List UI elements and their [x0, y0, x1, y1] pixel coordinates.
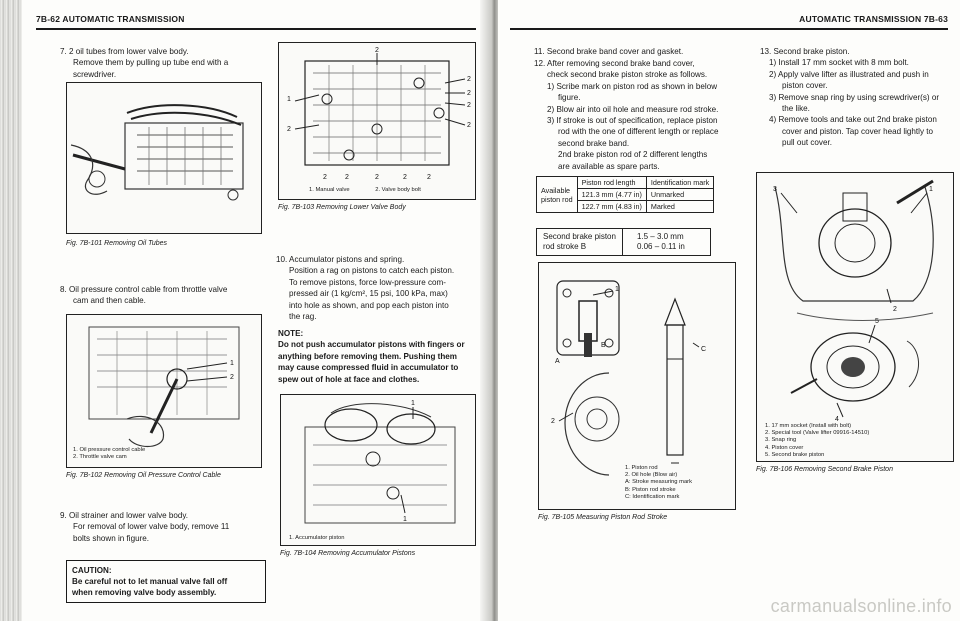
table-header: Identification mark — [646, 177, 713, 189]
figure-7b-103 — [278, 42, 476, 200]
table-cell: 122.7 mm (4.83 in) — [577, 201, 646, 213]
step-10 — [276, 254, 482, 322]
stroke-label-cell — [537, 229, 623, 256]
step-13-line: piston cover. — [782, 81, 828, 91]
legend-item: 2. Valve body bolt — [375, 187, 421, 193]
figure-7b-102 — [66, 314, 262, 468]
figure-7b-104 — [280, 394, 476, 546]
step-10-body: pressed air (1 kg/cm², 15 psi, 100 kPa, max) — [289, 289, 448, 299]
table-header: Piston rod length — [577, 177, 646, 189]
caution-heading: CAUTION: — [72, 566, 112, 575]
step-13-line: 1) Install 17 mm socket with 8 mm bolt. — [769, 58, 909, 68]
stroke-value: 0.06 – 0.11 in — [636, 242, 685, 251]
fig102-callout: 1 — [230, 360, 234, 367]
step-7-body: Remove them by pulling up tube end with a screwdriver. — [73, 58, 229, 79]
stroke-label: Second brake piston — [543, 232, 616, 241]
step-12-line: check second brake piston stroke as follows. — [547, 70, 708, 80]
fig103-callout: 2 — [467, 122, 471, 129]
fig105-callout: 1 — [615, 286, 619, 293]
caution-box — [66, 560, 266, 603]
figure-7b-104-legend — [289, 535, 344, 542]
step-7-title: 7. 2 oil tubes from lower valve body. — [60, 47, 189, 56]
table-cell: Marked — [646, 201, 713, 213]
fig103-callout: 2 — [427, 174, 431, 181]
figure-7b-102-caption: Fig. 7B-102 Removing Oil Pressure Control Cable — [66, 472, 221, 479]
accumulator-pistons-illustration — [281, 395, 476, 546]
step-13 — [760, 46, 954, 149]
legend-item: 2. Throttle valve cam — [73, 454, 127, 461]
step-12-line: 2) Blow air into oil hole and measure rod stroke. — [547, 104, 719, 114]
step-10-body: Position a rag on pistons to catch each piston. — [289, 266, 455, 276]
figure-7b-106 — [756, 172, 954, 462]
fig106-callout: 3 — [773, 186, 777, 193]
oil-tubes-illustration — [67, 83, 262, 234]
stroke-value: 1.5 – 3.0 mm — [636, 232, 684, 241]
fig103-callout: 2 — [467, 90, 471, 97]
throttle-cable-illustration — [67, 315, 262, 468]
legend-item: A: Stroke measuring mark — [625, 479, 693, 486]
legend-item: 1. 17 mm socket (Install with bolt) — [765, 423, 852, 429]
fig102-callout: 2 — [230, 374, 234, 381]
table-cell: 121.3 mm (4.77 in) — [577, 189, 646, 201]
step-9-body: bolts shown in figure. — [73, 533, 150, 543]
step-8-body: cam and then cable. — [73, 296, 146, 306]
step-7 — [60, 46, 260, 80]
caution-text: Be careful not to let manual valve fall off — [72, 577, 228, 586]
fig103-callout: 2 — [375, 174, 379, 181]
fig103-callout: 2 — [287, 126, 291, 133]
note-block — [278, 328, 484, 385]
step-11 — [534, 46, 744, 57]
second-brake-piston-illustration — [757, 173, 954, 462]
step-12-line: figure. — [558, 93, 581, 103]
figure-7b-101 — [66, 82, 262, 234]
fig106-callout: 5 — [875, 318, 879, 325]
legend-item: C: Identification mark — [625, 493, 680, 500]
step-13-line: the like. — [782, 104, 810, 114]
fig106-callout: 4 — [835, 416, 839, 423]
step-8-title: 8. Oil pressure control cable from throttle valve — [60, 285, 228, 294]
legend-item: B: Piston rod stroke — [625, 486, 676, 493]
step-13-line: 3) Remove snap ring by using screwdriver(s) or — [769, 92, 940, 102]
figure-7b-105-caption: Fig. 7B-105 Measuring Piston Rod Stroke — [538, 514, 668, 521]
fig103-callout: 2 — [345, 174, 349, 181]
step-12-line: 3) If stroke is out of specification, replace piston — [547, 116, 718, 126]
fig105-callout: A — [555, 358, 560, 365]
fig103-callout: 2 — [375, 47, 379, 54]
step-9 — [60, 510, 270, 544]
fig104-callout: 1 — [403, 516, 407, 523]
fig103-callout: 2 — [467, 76, 471, 83]
fig105-callout: B — [601, 342, 606, 349]
fig105-callout: 2 — [551, 418, 555, 425]
step-12 — [534, 58, 748, 172]
piston-rod-table — [536, 176, 714, 213]
note-heading: NOTE: — [278, 329, 304, 338]
step-12-line: 1) Scribe mark on piston rod as shown in below — [547, 81, 718, 91]
figure-7b-103-caption: Fig. 7B-103 Removing Lower Valve Body — [278, 204, 406, 211]
step-10-body: into hole as shown, and pop each piston into — [289, 300, 449, 310]
row-label-cell — [537, 177, 578, 213]
step-13-line: 4) Remove tools and take out 2nd brake piston — [769, 115, 937, 125]
fig106-callout: 2 — [893, 306, 897, 313]
legend-item: 1. Oil pressure control cable — [73, 447, 146, 453]
step-13-line: pull out cover. — [782, 138, 832, 148]
fig106-callout: 1 — [929, 186, 933, 193]
figure-7b-101-caption: Fig. 7B-101 Removing Oil Tubes — [66, 240, 168, 247]
lower-valve-body-illustration — [279, 43, 476, 200]
step-12-line: rod with the one of different length or replace — [558, 127, 719, 137]
figure-7b-104-caption: Fig. 7B-104 Removing Accumulator Pistons — [280, 550, 416, 557]
fig104-callout: 1 — [411, 400, 415, 407]
fig103-callout: 2 — [467, 102, 471, 109]
step-10-body: To remove pistons, force low-pressure com- — [289, 277, 446, 287]
legend-item: 4. Piston cover — [765, 444, 804, 451]
figure-7b-103-legend — [309, 187, 469, 194]
right-page — [498, 0, 960, 621]
legend-item: 5. Second brake piston — [765, 451, 825, 458]
row-label-line: Available — [541, 185, 571, 195]
left-page-header: 7B-62 AUTOMATIC TRANSMISSION — [36, 14, 185, 24]
step-10-title: 10. Accumulator pistons and spring. — [276, 255, 405, 264]
table-cell: Unmarked — [646, 189, 713, 201]
figure-7b-105-legend — [625, 465, 692, 501]
step-9-title: 9. Oil strainer and lower valve body. — [60, 511, 189, 520]
fig103-callout: 1 — [287, 96, 291, 103]
legend-item: 3. Snap ring — [765, 437, 797, 444]
fig105-callout: C — [701, 346, 707, 353]
watermark-text: carmanualsonline.info — [770, 596, 952, 616]
figure-7b-102-legend — [73, 447, 145, 461]
note-text: spew out of hole at face and clothes. — [278, 374, 420, 384]
step-12-line: 2nd brake piston rod of 2 different lengths — [558, 150, 708, 160]
left-page — [22, 0, 488, 621]
stroke-value-cell — [622, 229, 710, 256]
fig103-callout: 2 — [403, 174, 407, 181]
note-text: may cause compressed fluid in accumulator to — [278, 363, 459, 373]
fig103-callout: 2 — [323, 174, 327, 181]
step-12-title: 12. After removing second brake band cover, — [534, 59, 695, 68]
step-10-body: the rag. — [289, 312, 317, 322]
figure-7b-106-legend — [765, 423, 869, 459]
stroke-label: rod stroke B — [543, 242, 587, 251]
header-rule — [36, 28, 476, 30]
step-13-line: cover and piston. Tap cover head lightly to — [782, 126, 934, 136]
step-12-line: second brake band. — [558, 138, 630, 148]
caution-text: when removing valve body assembly. — [72, 588, 217, 597]
figure-7b-106-caption: Fig. 7B-106 Removing Second Brake Piston — [756, 466, 893, 473]
step-11-title: 11. Second brake band cover and gasket. — [534, 47, 684, 56]
stroke-spec-table — [536, 228, 711, 256]
step-9-body: For removal of lower valve body, remove 11 — [73, 522, 230, 532]
figure-7b-105 — [538, 262, 736, 510]
step-12-line: are available as spare parts. — [558, 161, 660, 171]
row-label-line: piston rod — [541, 194, 573, 204]
legend-item: 1. Piston rod — [625, 465, 658, 471]
step-13-line: 2) Apply valve lifter as illustrated and push in — [769, 69, 929, 79]
right-page-header: AUTOMATIC TRANSMISSION 7B-63 — [799, 14, 948, 24]
note-text: Do not push accumulator pistons with fingers or — [278, 340, 465, 350]
note-text: anything before removing them. Pushing them — [278, 351, 457, 361]
step-13-title: 13. Second brake piston. — [760, 47, 850, 56]
header-rule — [510, 28, 948, 30]
step-8 — [60, 284, 260, 307]
legend-item: 2. Oil hole (Blow air) — [625, 472, 678, 479]
legend-item: 2. Special tool (Valve lifter 09916-14510) — [765, 430, 870, 437]
legend-item: 1. Accumulator piston — [289, 535, 345, 541]
legend-item: 1. Manual valve — [309, 187, 350, 193]
